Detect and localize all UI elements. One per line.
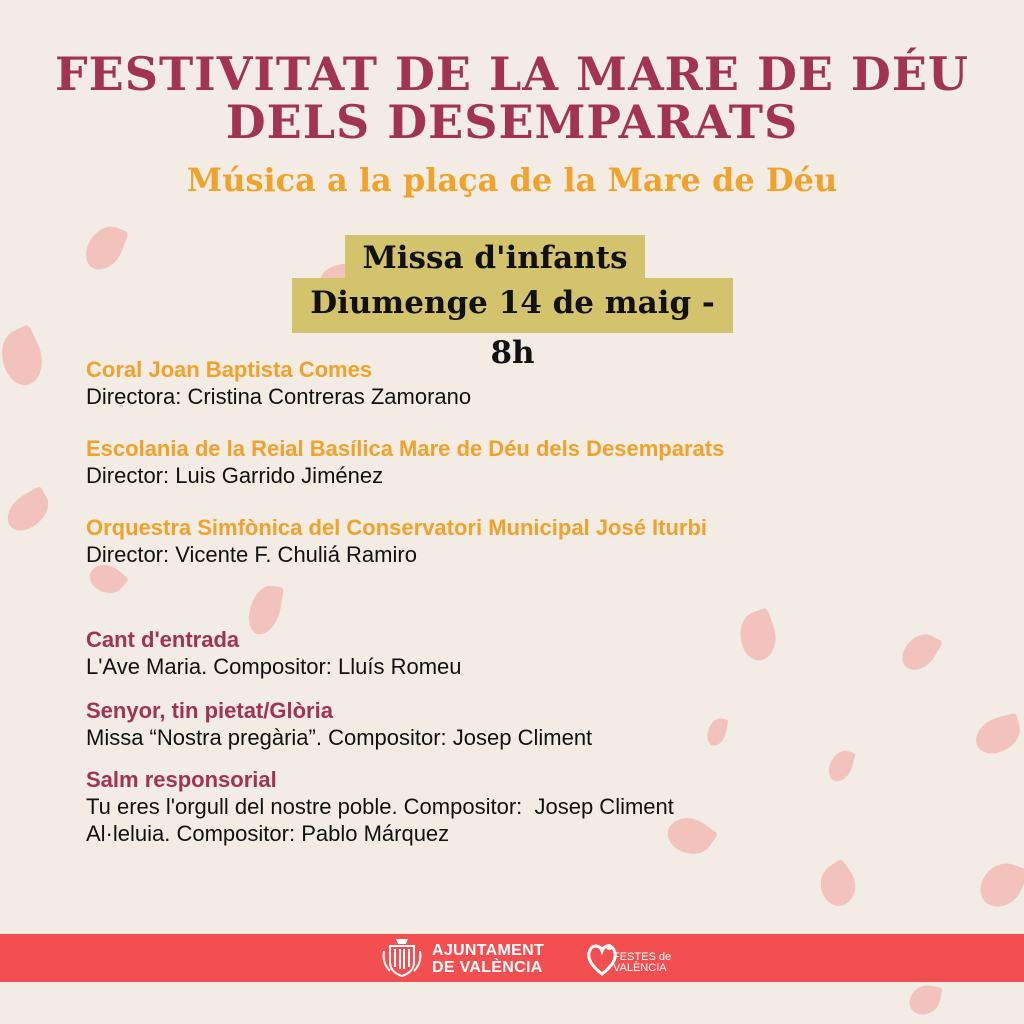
- performer-director: Director: Luis Garrido Jiménez: [86, 463, 384, 488]
- performer-block: [86, 514, 707, 568]
- program-line: Missa “Nostra pregària”. Compositor: Josep Climent: [86, 725, 593, 750]
- program-section-title: Salm responsorial: [86, 767, 277, 792]
- petal-decoration: [706, 717, 729, 748]
- event-date-time: Diumenge 14 de maig - 8h: [292, 278, 733, 333]
- program-line: Al·leluia. Compositor: Pablo Márquez: [86, 821, 450, 846]
- petal-decoration: [0, 486, 56, 537]
- petal-decoration: [812, 858, 864, 911]
- performer-group: Coral Joan Baptista Comes: [86, 357, 373, 382]
- petal-decoration: [897, 627, 943, 677]
- petal-decoration: [908, 983, 943, 1018]
- petal-decoration: [975, 857, 1024, 914]
- performer-block: [86, 356, 471, 410]
- page-title-line2: DELS DESEMPARATS: [225, 95, 799, 149]
- performer-block: [86, 435, 724, 489]
- coat-of-arms-icon: [380, 937, 424, 979]
- program-section-title: Senyor, tin pietat/Glòria: [86, 698, 333, 723]
- page-subtitle: Música a la plaça de la Mare de Déu: [186, 161, 838, 199]
- ajuntament-line1: AJUNTAMENT: [432, 942, 545, 959]
- festes-logo-text: [613, 952, 671, 974]
- performer-director: Director: Vicente F. Chuliá Ramiro: [86, 542, 417, 567]
- event-name: Missa d'infants: [345, 235, 645, 281]
- performer-group: Escolania de la Reial Basílica Mare de Déu dels Desemparats: [86, 436, 725, 461]
- ajuntament-line2: DE VALÈNCIA: [432, 959, 543, 976]
- page-title-line1: FESTIVITAT DE LA MARE DE DÉU: [55, 47, 969, 101]
- petal-decoration: [733, 607, 783, 664]
- footer-bar: [0, 934, 1024, 982]
- performer-director: Directora: Cristina Contreras Zamorano: [86, 384, 472, 409]
- petal-decoration: [0, 324, 52, 391]
- petal-decoration: [826, 748, 856, 785]
- petal-decoration: [81, 221, 129, 276]
- program-line: L'Ave Maria. Compositor: Lluís Romeu: [86, 654, 462, 679]
- program-line: Tu eres l'orgull del nostre poble. Compositor: Josep Climent: [86, 794, 674, 819]
- festes-line1: FESTES de: [613, 951, 672, 963]
- program-section-title: Cant d'entrada: [86, 627, 240, 652]
- ajuntament-logo-text: [432, 942, 544, 976]
- performer-group: Orquestra Simfònica del Conservatori Municipal José Iturbi: [86, 515, 708, 540]
- festes-line2: VALÈNCIA: [613, 962, 667, 974]
- program-section: [86, 626, 462, 680]
- petal-decoration: [971, 713, 1024, 758]
- program-section: [86, 697, 592, 751]
- program-section: [86, 766, 674, 847]
